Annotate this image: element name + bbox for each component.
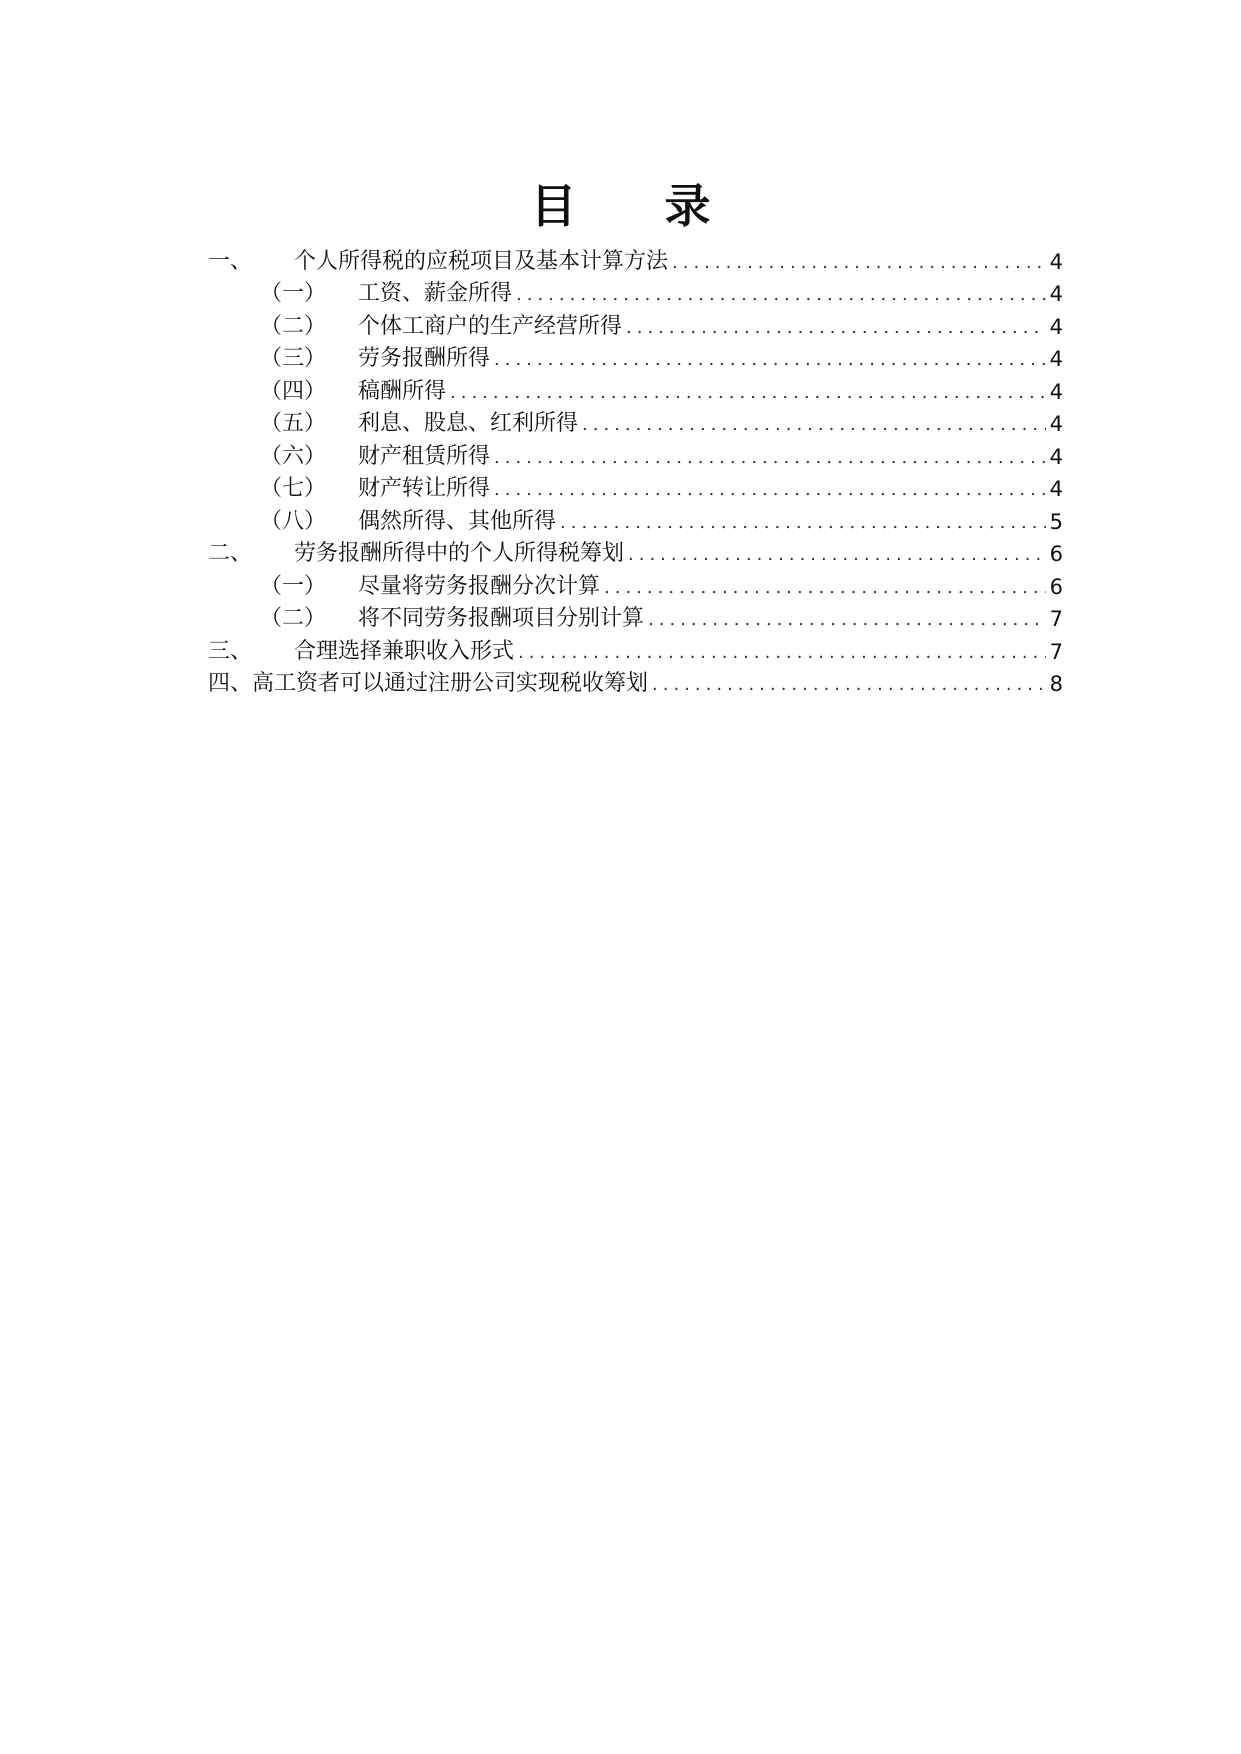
- toc-entry-1-1[interactable]: [208, 277, 1063, 310]
- toc-entry-4[interactable]: [208, 667, 1063, 700]
- toc-page-number: 8: [1049, 672, 1063, 696]
- toc-entry-1-5[interactable]: [208, 407, 1063, 440]
- toc-entry-number: （二）: [260, 606, 327, 631]
- toc-entry-1-6[interactable]: [208, 439, 1063, 472]
- toc-entry-title: 尽量将劳务报酬分次计算: [358, 573, 601, 599]
- toc-entry-number: （四）: [260, 378, 327, 404]
- toc-entry-number: 二、: [208, 541, 253, 566]
- toc-page-number: 4: [1049, 314, 1063, 339]
- toc-entry-title: 将不同劳务报酬项目分别计算: [358, 606, 645, 631]
- table-of-contents: [208, 244, 1063, 699]
- toc-page-number: 4: [1049, 477, 1063, 501]
- toc-entry-number: （六）: [260, 443, 327, 469]
- toc-page-number: 7: [1049, 607, 1063, 631]
- toc-page-number: 6: [1049, 574, 1063, 599]
- toc-dot-leader: [560, 509, 1046, 537]
- toc-entry-number: （一）: [260, 281, 327, 306]
- toc-entry-title: 财产转让所得: [358, 476, 491, 501]
- toc-entry-1-8[interactable]: [208, 504, 1063, 537]
- toc-entry-title: 劳务报酬所得: [358, 346, 491, 371]
- toc-entry-1[interactable]: [208, 244, 1063, 277]
- toc-entry-title: 偶然所得、其他所得: [358, 508, 557, 534]
- toc-entry-1-3[interactable]: [208, 342, 1063, 375]
- toc-dot-leader: [494, 346, 1046, 374]
- toc-dot-leader: [652, 671, 1046, 699]
- toc-entry-1-4[interactable]: [208, 374, 1063, 407]
- toc-page-number: 4: [1049, 412, 1063, 436]
- toc-entry-title: 稿酬所得: [358, 378, 447, 404]
- toc-entry-title: 利息、股息、红利所得: [358, 411, 579, 436]
- toc-entry-number: （五）: [260, 411, 327, 436]
- toc-entry-3[interactable]: [208, 634, 1063, 667]
- toc-entry-title: 财产租赁所得: [358, 443, 491, 469]
- toc-dot-leader: [494, 444, 1046, 472]
- toc-page-number: 6: [1049, 542, 1063, 566]
- toc-dot-leader: [626, 314, 1046, 342]
- toc-entry-number: （二）: [260, 313, 327, 339]
- toc-entry-title: 高工资者可以通过注册公司实现税收筹划: [252, 671, 649, 696]
- toc-entry-2[interactable]: [208, 537, 1063, 570]
- toc-page-number: 4: [1049, 379, 1063, 404]
- toc-page-number: 4: [1049, 249, 1063, 274]
- toc-entry-1-2[interactable]: [208, 309, 1063, 342]
- toc-entry-title: 个人所得税的应税项目及基本计算方法: [294, 248, 669, 274]
- page-title: 目 录: [530, 179, 747, 233]
- toc-entry-2-2[interactable]: [208, 602, 1063, 635]
- toc-entry-number: 一、: [208, 248, 253, 274]
- toc-entry-2-1[interactable]: [208, 569, 1063, 602]
- toc-entry-number: （一）: [260, 573, 327, 599]
- toc-dot-leader: [648, 606, 1046, 634]
- toc-entry-title: 合理选择兼职收入形式: [294, 638, 515, 664]
- toc-page-number: 4: [1049, 282, 1063, 306]
- toc-page-number: 5: [1049, 509, 1063, 534]
- toc-dot-leader: [450, 379, 1046, 407]
- toc-dot-leader: [494, 476, 1046, 504]
- toc-entry-title: 工资、薪金所得: [358, 281, 513, 306]
- toc-dot-leader: [518, 639, 1046, 667]
- toc-dot-leader: [628, 541, 1046, 569]
- toc-entry-title: 个体工商户的生产经营所得: [358, 313, 623, 339]
- toc-page-number: 7: [1049, 639, 1063, 664]
- toc-dot-leader: [582, 411, 1046, 439]
- toc-entry-1-7[interactable]: [208, 472, 1063, 505]
- toc-entry-title: 劳务报酬所得中的个人所得税筹划: [294, 541, 625, 566]
- toc-entry-number: （八）: [260, 508, 327, 534]
- toc-entry-number: 三、: [208, 638, 253, 664]
- toc-entry-number: （三）: [260, 346, 327, 371]
- toc-entry-number: （七）: [260, 476, 327, 501]
- toc-dot-leader: [604, 574, 1046, 602]
- toc-entry-number: 四、: [208, 671, 253, 696]
- toc-dot-leader: [516, 281, 1046, 309]
- toc-page-number: 4: [1049, 444, 1063, 469]
- toc-page-number: 4: [1049, 347, 1063, 371]
- toc-dot-leader: [672, 249, 1046, 277]
